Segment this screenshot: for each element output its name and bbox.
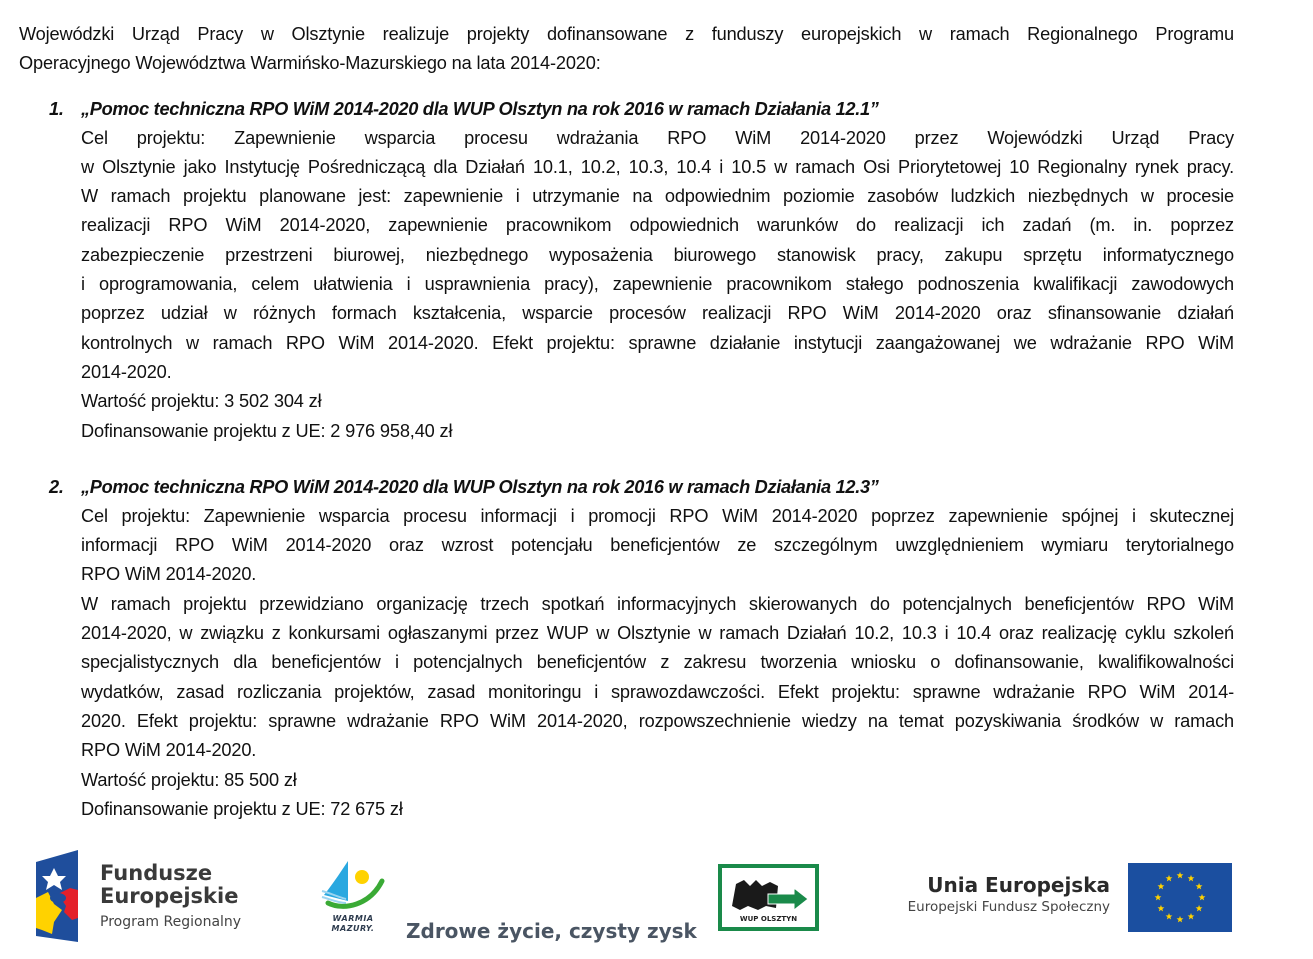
eu-star [1199, 894, 1206, 901]
fundusze-europejskie-logo [32, 850, 272, 945]
project-item-2 [19, 473, 1234, 824]
description-line: realizacji RPO WiM 2014-2020, zapewnienie pracownikom odpowiednich warunków do realizacji ich zadań (m. in. poprzez [81, 215, 1234, 236]
project-description [19, 124, 1234, 446]
description-line: zabezpieczenie przestrzeni biurowej, niezbędnego wyposażenia biurowego stanowisk pracy, zakupu sprzętu informatycznego [81, 244, 1234, 265]
eu-star [1188, 913, 1195, 920]
wup-olsztyn-label: WUP OLSZTYN [739, 915, 798, 923]
description-line: RPO WiM 2014-2020. [81, 564, 257, 585]
intro-paragraph [19, 20, 1234, 79]
project-value: Wartość projektu: 3 502 304 zł [81, 391, 322, 412]
description-line: Cel projektu: Zapewnienie wsparcia procesu wdrażania RPO WiM 2014-2020 przez Wojewódzki Urząd Pracy [81, 127, 1234, 148]
eu-star [1177, 916, 1184, 923]
warmia-mazury-logo [318, 857, 697, 947]
description-line: kontrolnych w ramach RPO WiM 2014-2020. Efekt projektu: sprawne działanie instytucji zaangażowanej we wdrażanie RPO WiM [81, 332, 1234, 353]
description-line: wydatków, zasad rozliczania projektów, zasad monitoringu i sprawozdawczości. Efekt projektu: sprawne wdrażanie RPO WiM 2014- [81, 681, 1234, 702]
eu-star [1188, 875, 1195, 882]
description-line: 2014-2020, w związku z konkursami ogłaszanymi przez WUP w Olsztynie w ramach Działań 10.2, 10.3 i 10.4 oraz realizację cyklu szkoleń [81, 623, 1234, 644]
project-title-text: „Pomoc techniczna RPO WiM 2014-2020 dla WUP Olsztyn na rok 2016 w ramach Działania 12.1” [81, 98, 879, 119]
project-title [19, 95, 1234, 124]
project-title-text: „Pomoc techniczna RPO WiM 2014-2020 dla WUP Olsztyn na rok 2016 w ramach Działania 12.3” [81, 476, 879, 497]
eu-star [1196, 883, 1203, 890]
eu-star [1166, 875, 1173, 882]
description-line: Cel projektu: Zapewnienie wsparcia procesu informacji i promocji RPO WiM 2014-2020 poprzez zapewnienie spójnej i skutecznej [81, 505, 1234, 526]
project-value: Wartość projektu: 85 500 zł [81, 769, 297, 790]
description-line: specjalistycznych dla beneficjentów i potencjalnych beneficjentów z zakresu tworzenia wniosku o dofinansowanie, kwalifikowalności [81, 652, 1234, 673]
description-line: W ramach projektu planowane jest: zapewnienie i utrzymanie na odpowiednim poziomie zasobów ludzkich niezbędnych w procesie [81, 186, 1234, 207]
eu-star [1166, 913, 1173, 920]
description-line: w Olsztynie jako Instytucję Pośredniczącą dla Działań 10.1, 10.2, 10.3, 10.4 i 10.5 w ramach Osi Priorytetowej 10 Regionalny rynek pracy. [81, 156, 1234, 177]
fundusze-europejskie-text [100, 862, 241, 932]
eu-flag-icon [1128, 863, 1232, 932]
document-page [19, 20, 1234, 824]
description-line: 2014-2020. [81, 361, 172, 382]
ue-title: Unia Europejska [927, 873, 1110, 897]
eu-star [1158, 905, 1165, 912]
intro-line-2: Operacyjnego Województwa Warmińsko-Mazurskiego na lata 2014-2020: [19, 53, 601, 74]
fe-line-1: Fundusze [100, 861, 213, 885]
project-title [19, 473, 1234, 502]
wup-olsztyn-logo [718, 864, 819, 931]
eu-star [1158, 883, 1165, 890]
fundusze-europejskie-flag-icon [32, 850, 82, 942]
wup-olsztyn-arrow-icon [722, 872, 815, 920]
eu-flag [1128, 863, 1232, 932]
project-number: 2. [49, 476, 64, 497]
fe-line-3: Program Regionalny [100, 914, 242, 930]
description-line: 2020. Efekt projektu: sprawne wdrażanie RPO WiM 2014-2020, rozpowszechnienie wiedzy na temat pozyskiwania środków w ramach [81, 710, 1234, 731]
wm-caption-1: WARMIA [332, 914, 374, 923]
funding-logos-bar [0, 845, 1313, 950]
project-eu-funding: Dofinansowanie projektu z UE: 2 976 958,40 zł [81, 420, 453, 441]
project-item-1 [19, 95, 1234, 446]
description-line: informacji RPO WiM 2014-2020 oraz wzrost potencjału beneficjentów ze szczególnym uwzględnieniem wymiaru terytorialnego [81, 535, 1234, 556]
description-line: i oprogramowania, celem ułatwienia i usprawnienia pracy), zapewnienie pracownikom stałego podnoszenia kwalifikacji zawodowych [81, 274, 1234, 295]
wm-caption-2: MAZURY. [331, 924, 375, 933]
project-eu-funding: Dofinansowanie projektu z UE: 72 675 zł [81, 798, 403, 819]
fe-line-2: Europejskie [100, 884, 239, 908]
description-line: RPO WiM 2014-2020. [81, 740, 257, 761]
project-number: 1. [49, 98, 64, 119]
intro-line-1: Wojewódzki Urząd Pracy w Olsztynie realizuje projekty dofinansowane z funduszy europejskich w ramach Regionalnego Programu [19, 24, 1234, 44]
eu-star [1177, 872, 1184, 879]
eu-star [1196, 905, 1203, 912]
ue-subtitle: Europejski Fundusz Społeczny [907, 899, 1110, 915]
description-line: W ramach projektu przewidziano organizację trzech spotkań informacyjnych skierowanych do potencjalnych beneficjentów RPO WiM [81, 593, 1234, 614]
unia-europejska-text [880, 873, 1110, 917]
eu-star [1155, 894, 1162, 901]
description-line: poprzez udział w różnych formach kształcenia, wsparcie procesów realizacji RPO WiM 2014-2020 oraz sfinansowanie działań [81, 303, 1234, 324]
project-description [19, 502, 1234, 824]
warmia-mazury-slogan: Zdrowe życie, czysty zysk [406, 919, 697, 943]
warmia-mazury-sail-icon [318, 857, 390, 913]
warmia-mazury-caption [318, 914, 388, 934]
